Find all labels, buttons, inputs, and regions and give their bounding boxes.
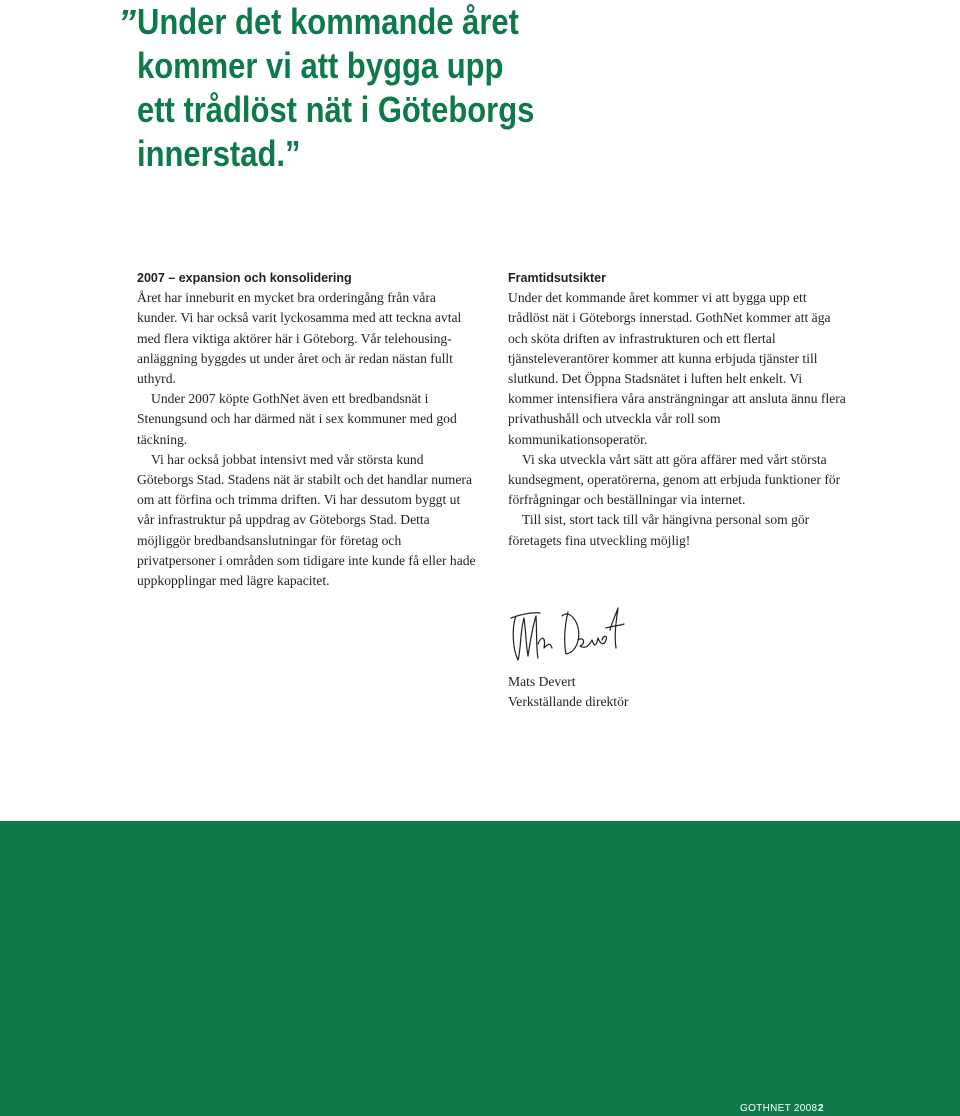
right-column	[508, 268, 848, 551]
paragraph: Vi ska utveckla vårt sätt att göra affärer med vårt största kundsegment, operatörerna, genom att erbjuda funktioner för förfrågningar och beställningar via internet.	[508, 451, 841, 508]
paragraph: Under 2007 köpte GothNet även ett bredbandsnät i Stenungsund och har därmed nät i sex kommuner med god täckning.	[137, 391, 457, 447]
footer-label	[740, 1103, 824, 1114]
page-number: 2	[818, 1103, 824, 1114]
footer-brand: GOTHNET 2008	[740, 1103, 818, 1114]
pull-quote-line: ett trådlöst nät i Göteborgs	[137, 89, 535, 130]
section-heading-outlook: Framtidsutsikter	[508, 271, 606, 285]
signatory-title: Verkställande direktör	[508, 694, 629, 709]
signature-graphic	[508, 604, 628, 664]
pull-quote-line: innerstad.”	[137, 133, 301, 174]
paragraph: Under det kommande året kommer vi att bygga upp ett trådlöst nät i Göteborgs innerstad. GothNet kommer att äga och sköta driften av infrastrukturen och ett flertal tjänsteleverantörer kommer att kunna erbjuda tjänster till slutkund. Det Öppna Stadsnätet i luften helt enkelt. Vi kommer intensifiera våra ansträngningar att ansluta ännu flera privathushåll och utveckla vår roll som kommunikationsoperatör.	[508, 290, 846, 447]
quote-open-mark: ”	[118, 2, 136, 43]
paragraph: Året har inneburit en mycket bra orderingång från våra kunder. Vi har också varit lyckosamma med att teckna avtal med flera viktiga aktörer här i Göteborg. Vår telehousing-anläggning byggdes ut under året och är redan nästan fullt uthyrd.	[137, 290, 462, 387]
left-column	[137, 268, 477, 591]
pull-quote	[137, 0, 619, 176]
section-heading-expansion: 2007 – expansion och konsolidering	[137, 271, 352, 285]
paragraph: Till sist, stort tack till vår hängivna personal som gör företagets fina utveckling möjlig!	[508, 512, 810, 548]
footer-band	[0, 821, 960, 1116]
paragraph: Vi har också jobbat intensivt med vår största kund Göteborgs Stad. Stadens nät är stabilt och det handlar numera om att förfina och trimma driften. Vi har dessutom byggt ut vår infrastruktur på uppdrag av Göteborgs Stad. Detta möjliggör bredbandsanslutningar för företag och privatpersoner i områden som tidigare inte kunde få eller hade uppkopplingar med lägre kapacitet.	[137, 451, 476, 589]
signatory-name: Mats Devert	[508, 674, 576, 689]
pull-quote-line: Under det kommande året	[137, 1, 519, 42]
pull-quote-line: kommer vi att bygga upp	[137, 45, 504, 86]
